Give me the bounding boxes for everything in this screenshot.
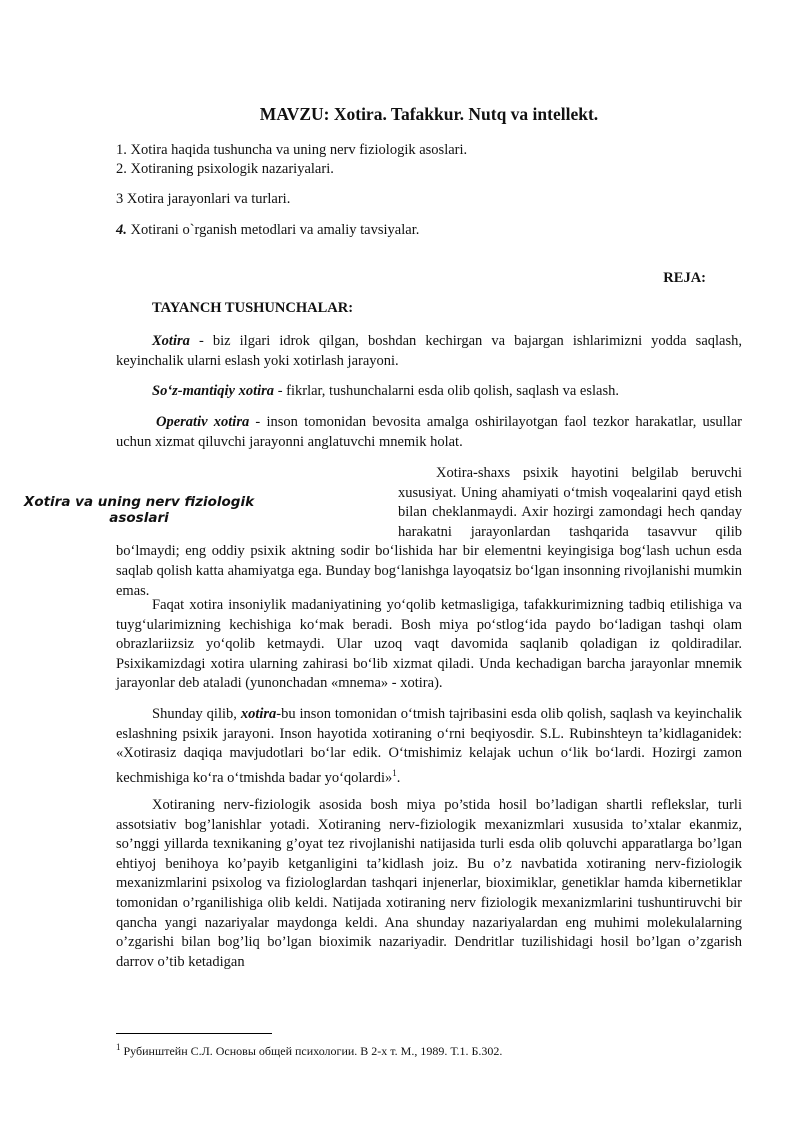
footnote	[116, 1042, 502, 1059]
paragraph-nerv-fiziologik: Xotiraning nerv-fiziologik asosida bosh miya po’stida hosil bo’ladigan shartli reflekslar, turli assotsiativ bog’lanishlar yotadi. Xotiraning nerv-fiziologik mexanizmlari xususida to’xtalar ekanmiz, so’nggi yillarda texnikaning g’oyat tez rivojlanishi natijasida turli esda olib qoluvchi apparatlarga bo’lgan ehtiyoj benihoya ko’payib ketganligini ta’kidlash joiz. Bu o’z navbatida xotiraning nerv-fiziologik mexanizmlarini psixolog va fiziologlardan tashqari injenerlar, bioximiklar, genetiklar hamda kibernetiklar tomonidan o’rganilishiga olib keldi. Natijada xotiraning nerv fiziologik mexanizmlarini tushuntiruvchi bir qancha yangi nazariyalar maydonga keldi. Ana shunday nazariyalardan eng muhimi molekulalarning o’zgarishi bilan bog’liq bo’lgan bioximik nazariyadir. Dendritlar tuzilishidagi hosil bo’lgan o’zgarish darrov o’tib ketadigan	[116, 797, 742, 970]
plan-item-4	[116, 222, 419, 239]
paragraph-text-b: -bu inson tomonidan o‘tmish tajribasini esda olib qolish, saqlash va keyinchalik eslashning psixik jarayoni. Inson hayotida xotiraning o‘rni beqiyosdir. S.L. Rubinshteyn ta’kidlaganidek: «Xotirasiz daqiqa mavjudotlari bo‘lar edik. O‘tmishimiz kelajak uchun o‘lik bo‘lardi. Hozirgi zamon kechmishiga ko‘ra o‘tmishda badar yo‘qolardi»	[116, 706, 742, 786]
page-title: MAVZU: Xotira. Tafakkur. Nutq va intellekt.	[259, 104, 599, 124]
definition-text: - inson tomonidan bevosita amalga oshirilayotgan faol tezkor harakatlar, usullar uchun xizmat qiluvchi jarayonni anglatuvchi mnemik holat.	[116, 414, 743, 450]
paragraph-text-end: .	[396, 769, 401, 786]
definition-xotira	[116, 332, 742, 371]
definition-text: - biz ilgari idrok qilgan, boshdan kechirgan va bajargan ishlarimizni yodda saqlash, keyinchalik ularni eslash yoki xotirlash jarayoni.	[116, 333, 742, 369]
plan-item-2: 2. Xotiraning psixologik nazariyalari.	[116, 161, 334, 177]
plan-item-3: 3 Xotira jarayonlari va turlari.	[116, 191, 291, 207]
section-heading: Xotira va uning nerv fiziologik asoslari	[23, 494, 255, 526]
footnote-separator	[116, 1033, 272, 1034]
definition-text: - fikrlar, tushunchalarni esda olib qolish, saqlash va eslash.	[274, 383, 619, 399]
footnote-text: Рубинштейн С.Л. Основы общей психологии. В 2-х т. М., 1989. Т.1. Б.302.	[120, 1044, 503, 1058]
paragraph-faqat-xotira: Faqat xotira insoniylik madaniyatining yo‘qolib ketmasligiga, tafakkurimizning tadbiq etilishiga va tuyg‘ularimizning kechishiga ko‘mak beradi. Bosh miya po‘stlog‘ida paydo bo‘ladigan tashqi olam obrazlariizsiz yo‘qolib ketmaydi. Ular uzoq vaqt davomida saqlanib qoladigan iz qoldiradilar. Psixikamizdagi xotira ularning zahirasi bo‘lib xizmat qiladi. Unda kechadigan barcha jarayonlar mnemik jarayonlar deb ataladi (yunonchadan «mnema» - xotira).	[116, 597, 742, 692]
footnote-number: 1	[116, 1042, 121, 1052]
definition-term: Xotira	[152, 333, 190, 349]
plan-item-1: 1. Xotira haqida tushuncha va uning nerv fiziologik asoslari.	[116, 142, 468, 158]
definition-operativ	[116, 413, 742, 452]
tayanch-heading: TAYANCH TUSHUNCHALAR:	[152, 300, 354, 316]
paragraph-xotira-shaxs	[116, 464, 742, 601]
paragraph-text-a: Shunday qilib,	[152, 706, 241, 722]
reja-heading: REJA:	[663, 270, 706, 286]
definition-soz-mantiqiy	[116, 382, 742, 402]
paragraph-shunday-qilib	[116, 705, 742, 788]
plan-item-4-text: Xotirani o`rganish metodlari va amaliy tavsiyalar.	[126, 222, 420, 238]
plan-item-4-number: 4.	[116, 222, 127, 238]
paragraph-text: Xotira-shaxs psixik hayotini belgilab beruvchi xususiyat. Uning ahamiyati o‘tmish voqealarini qayd etish bilan cheklanmaydi. Axir hozirgi zamondagi hech qanday harakatni jarayonlardan tashqarida tasavvur qilib bo‘lmaydi; eng oddiy psixik aktning sodir bo‘lishida har bir elementni keyingisiga bog‘lash uchun esda saqlab qolish katta ahamiyatga ega. Bunday bog‘lanishga layoqatsiz bo‘lgan insonning rivojlanishi mumkin emas.	[116, 465, 742, 599]
paragraph-term: xotira	[240, 706, 277, 722]
footnote-ref[interactable]: 1	[392, 767, 397, 778]
definition-term: So‘z-mantiqiy xotira	[152, 383, 275, 399]
definition-term: Operativ xotira	[156, 414, 250, 430]
